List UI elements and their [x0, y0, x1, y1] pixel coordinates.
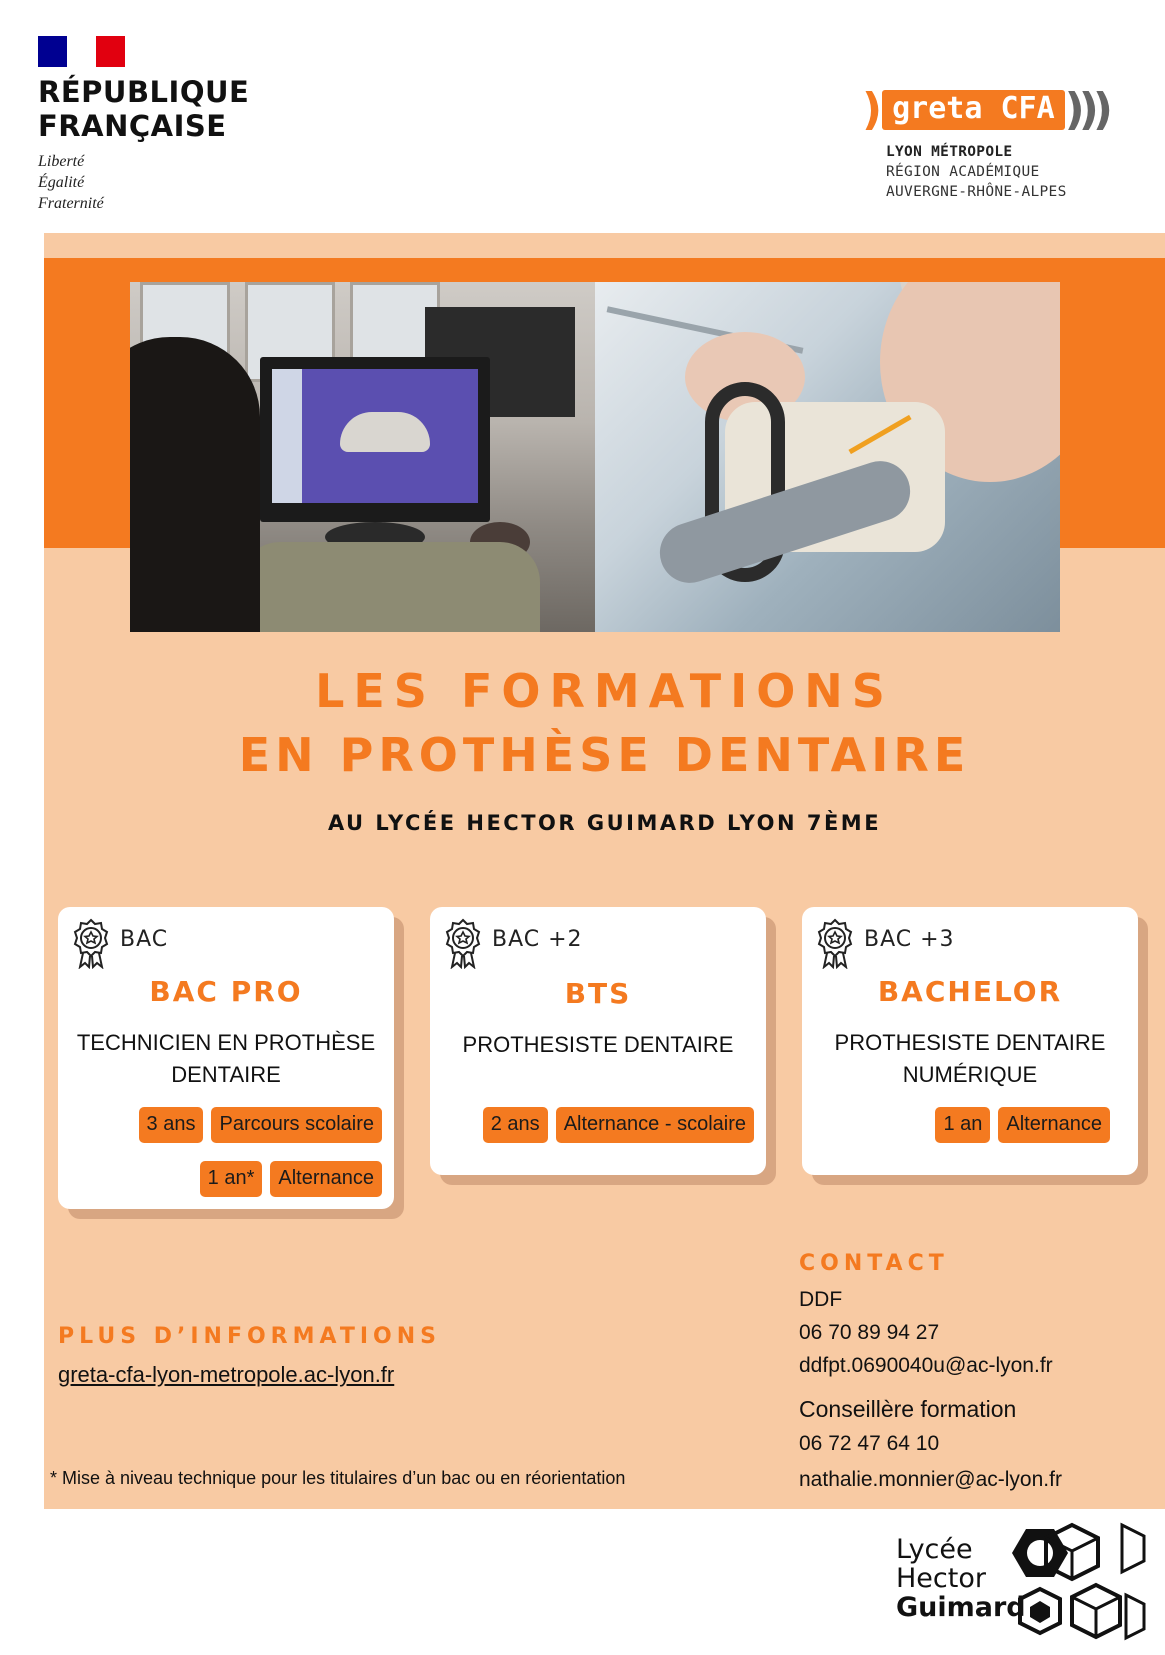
parenthesis-icon: )))	[1064, 84, 1107, 135]
mode-chip: Alternance	[998, 1107, 1110, 1143]
award-badge-icon	[442, 917, 484, 969]
mode-chip: Alternance - scolaire	[556, 1107, 754, 1143]
lycee-logo-text: Lycée Hector Guimard	[896, 1534, 1026, 1623]
main-title-line1: LES FORMATIONS	[315, 664, 894, 718]
card-level: BAC +3	[864, 926, 955, 952]
monitor-shape	[260, 357, 490, 522]
contact-adviser-email[interactable]: nathalie.monnier@ac-lyon.fr	[799, 1468, 1062, 1491]
website-link[interactable]: greta-cfa-lyon-metropole.ac-lyon.fr	[58, 1362, 395, 1387]
chip-row	[935, 1107, 1110, 1143]
flag-icon	[38, 36, 125, 67]
duration-chip: 3 ans	[139, 1107, 204, 1143]
lycee-hector-guimard-logo	[896, 1521, 1146, 1646]
duration-chip: 2 ans	[483, 1107, 548, 1143]
greta-brand-mark	[862, 82, 1122, 138]
greta-subtitle: LYON MÉTROPOLE RÉGION ACADÉMIQUE AUVERGNE-RHÔNE-ALPES	[886, 144, 1067, 200]
chip-row	[200, 1161, 382, 1197]
mode-chip: Alternance	[270, 1161, 382, 1197]
subtitle: AU LYCÉE HECTOR GUIMARD LYON 7ÈME	[327, 811, 882, 835]
card-title: BTS	[564, 977, 632, 1010]
contact-ddf-label: DDF	[799, 1288, 843, 1311]
mode-chip: Parcours scolaire	[211, 1107, 382, 1143]
card-description: PROTHESISTE DENTAIRE	[462, 1032, 734, 1057]
arm-shape	[240, 542, 540, 632]
card-level: BAC +2	[492, 926, 583, 952]
person-shape	[130, 337, 260, 632]
duration-chip: 1 an*	[200, 1161, 263, 1197]
card-description: PROTHESISTE DENTAIRE NUMÉRIQUE	[834, 1030, 1106, 1087]
card-bts	[430, 907, 776, 1185]
award-badge-icon	[814, 917, 856, 969]
republique-motto: Liberté Égalité Fraternité	[38, 153, 104, 212]
contact-ddf-email[interactable]: ddfpt.0690040u@ac-lyon.fr	[799, 1354, 1053, 1377]
card-title: BAC PRO	[149, 975, 303, 1008]
duration-chip: 1 an	[935, 1107, 990, 1143]
contact-label: CONTACT	[799, 1251, 949, 1276]
parenthesis-icon: )	[862, 84, 883, 135]
footnote: * Mise à niveau technique pour les titulaires d’un bac ou en réorientation	[50, 1468, 626, 1488]
greta-brand: greta CFA	[882, 90, 1065, 130]
more-info-label: PLUS D’INFORMATIONS	[58, 1324, 441, 1349]
chip-row	[483, 1107, 754, 1143]
header-photos	[130, 282, 1060, 632]
card-bac-pro	[58, 907, 404, 1219]
card-bachelor	[802, 907, 1148, 1185]
award-badge-icon	[70, 917, 112, 969]
republique-francaise-logo	[38, 36, 258, 214]
contact-adviser-label: Conseillère formation	[799, 1396, 1017, 1422]
card-description: TECHNICIEN EN PROTHÈSE DENTAIRE	[76, 1030, 376, 1087]
photo-cad-workstation	[130, 282, 595, 632]
chip-row	[139, 1107, 382, 1143]
contact-adviser-phone[interactable]: 06 72 47 64 10	[799, 1432, 940, 1455]
card-title: BACHELOR	[877, 975, 1063, 1008]
republique-francaise-name: RÉPUBLIQUE FRANÇAISE	[38, 75, 250, 143]
greta-cfa-logo	[862, 82, 1122, 202]
contact-ddf-phone[interactable]: 06 70 89 94 27	[799, 1321, 940, 1344]
photo-dental-model	[595, 282, 1060, 632]
card-level: BAC	[120, 926, 169, 952]
main-title-line2: EN PROTHÈSE DENTAIRE	[238, 728, 971, 782]
hexagon-cubes-icon	[998, 1521, 1146, 1645]
